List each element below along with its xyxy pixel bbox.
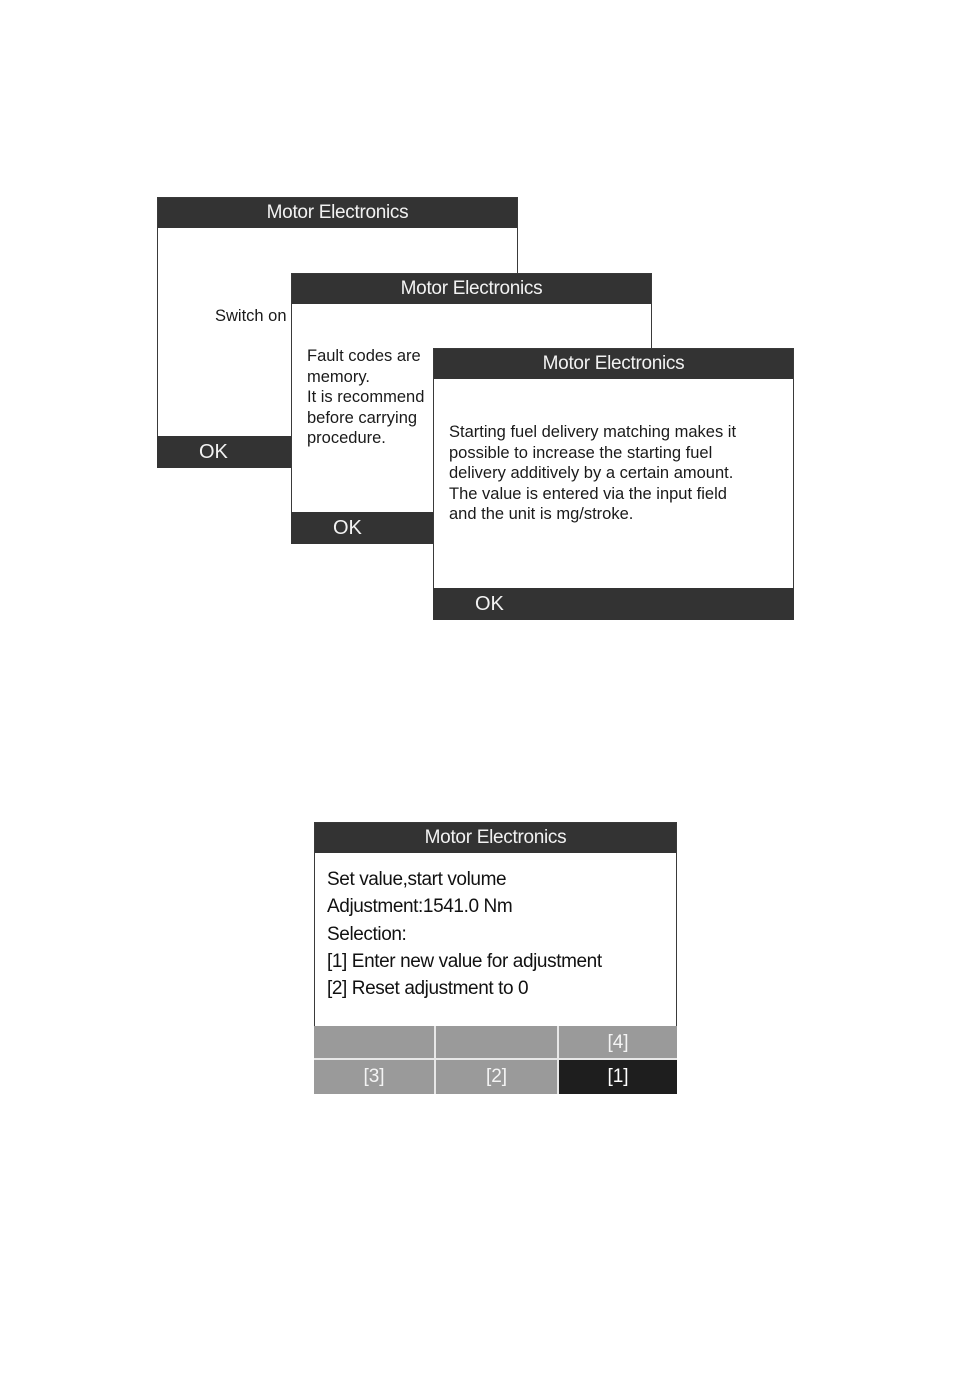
dialog-title: Motor Electronics — [434, 349, 793, 379]
dialog-title: Motor Electronics — [158, 198, 517, 228]
option-2-text: [2] Reset adjustment to 0 — [327, 978, 529, 1000]
selection-line: Selection: — [327, 923, 407, 945]
dialog-message: Switch on — [215, 307, 287, 325]
key-1-button[interactable]: [1] — [559, 1060, 677, 1094]
adjustment-value: Adjustment:1541.0 Nm — [327, 896, 513, 918]
selection-line: Set value,start volume — [327, 869, 507, 890]
dialog-footer — [433, 588, 794, 620]
key-2-button[interactable]: [2] — [436, 1060, 559, 1094]
key-top-middle[interactable] — [436, 1026, 559, 1060]
ok-button[interactable]: OK — [199, 441, 228, 463]
dialog-message: Fault codes are memory. It is recommend before carrying procedure. — [307, 347, 425, 447]
dialog-title: Motor Electronics — [315, 823, 676, 853]
selection-text — [327, 866, 602, 1002]
dialog-title: Motor Electronics — [292, 274, 651, 304]
ok-button[interactable]: OK — [475, 593, 504, 615]
key-4-button[interactable]: [4] — [559, 1026, 677, 1060]
dialog-adjustment-selection — [314, 822, 677, 1094]
option-1-text: [1] Enter new value for adjustment — [327, 950, 602, 972]
ok-button[interactable]: OK — [333, 517, 362, 539]
key-3-button[interactable]: [3] — [314, 1060, 436, 1094]
function-keypad — [314, 1026, 677, 1094]
dialog-fuel-delivery — [433, 348, 794, 620]
key-top-left[interactable] — [314, 1026, 436, 1060]
dialog-message: Starting fuel delivery matching makes it possible to increase the starting fuel delivery additively by a certain amount. The value is entered via the input field and the unit is mg/stroke. — [449, 423, 737, 523]
